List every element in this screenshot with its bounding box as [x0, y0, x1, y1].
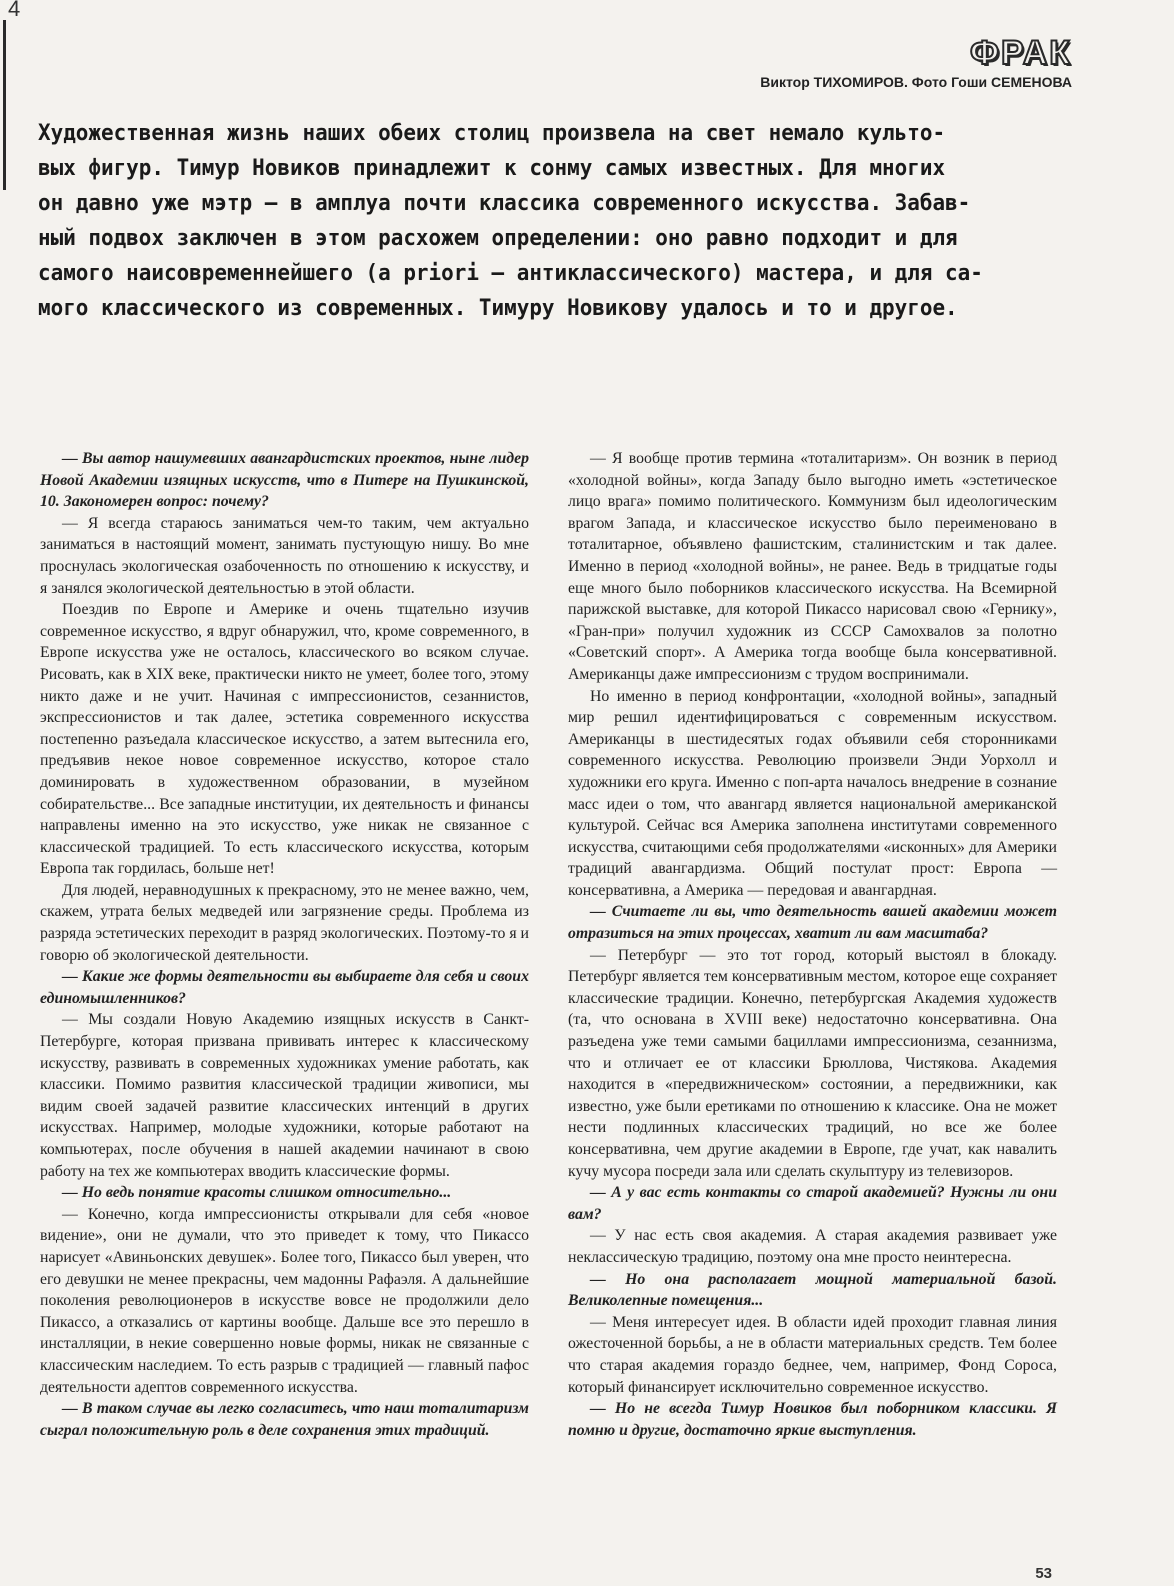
- answer-paragraph: — Петербург — это тот город, который выстоял в блокаду. Петербург является тем консервативным местом, которое еще сохраняет классические традиции. Конечно, петербургская Академия художеств (та, что основана в XVIII веке) недостаточно консервативна. Она разъедена уже теми самыми бациллами импрессионизма, сезаннизма, что и отличает ее от классики Брюллова, Чистякова. Академия находится в «передвижническом» состоянии, а передвижники, как известно, уже были еретиками по отношению к классике. Она не может нести подлинных классических традиций, но все же более консервативна, чем другие академии в Европе, где учат, как навалить кучу мусора посреди зала или сделать скульптуру из телевизоров.: [568, 946, 1057, 1180]
- byline: Виктор ТИХОМИРОВ. Фото Гоши СЕМЕНОВА: [760, 74, 1072, 90]
- answer-paragraph: — Я всегда стараюсь заниматься чем-то таким, чем актуально заниматься в настоящий момент, занимать пустующую нишу. Во мне проснулась экологическая озабоченность по отношению к искусству, и я занялся экологической деятельностью в этой области.: [40, 514, 529, 597]
- lead-line: вых фигур. Тимур Новиков принадлежит к сонму самых известных. Для многих: [38, 155, 946, 181]
- question-paragraph: — Но она располагает мощной материальной базой. Великолепные помещения...: [568, 1270, 1057, 1310]
- answer-paragraph: — Меня интересует идея. В области идей проходит главная линия ожесточенной борьбы, а не в области материальных средств. Тем более что старая академия гораздо беднее, чем, например, Фонд Сороса, который финансирует исключительно современное искусство.: [568, 1313, 1057, 1396]
- section-rubric: ФРАК: [969, 34, 1072, 72]
- lead-line: Художественная жизнь наших обеих столиц произвела на свет немало культо-: [38, 120, 946, 146]
- question-paragraph: — В таком случае вы легко согласитесь, что наш тоталитаризм сыграл положительную роль в деле сохранения этих традиций.: [40, 1400, 529, 1439]
- handwritten-page-mark: 4: [8, 0, 21, 21]
- question-paragraph: — А у вас есть контакты со старой академией? Нужны ли они вам?: [568, 1184, 1057, 1223]
- right-column: [568, 448, 1057, 1441]
- answer-paragraph: Но именно в период конфронтации, «холодной войны», западный мир решил идентифицироваться с современным искусством. Американцы в шестидесятых годах объявили себя сторонниками современного искусства. Революцию произвели Энди Уорхолл и художники его круга. Именно с поп-арта началось внедрение в сознание масс идеи о том, что авангард является национальной американской культурой. Сейчас вся Америка заполнена институтами современного искусства, считающими себя продолжателями «исконных» для Америки традиций авангардизма. Общий постулат прост: Европа — консервативна, а Америка — передовая и авангардная.: [568, 687, 1057, 899]
- answer-paragraph: — Мы создали Новую Академию изящных искусств в Санкт-Петербурге, которая призвана прививать интерес к классическому искусству, развивать в современных художниках умение работать, как классики. Помимо развития классической традиции живописи, мы видим своей задачей развитие классических интенций в других искусствах. Например, молодые художники, которые работают на компьютерах, после обучения в нашей академии начинают в свою работу на тех же компьютерах вводить классические формы.: [40, 1011, 529, 1180]
- answer-paragraph: Поездив по Европе и Америке и очень тщательно изучив современное искусство, я вдруг обнаружил, что, кроме современного, в Европе искусства уже не осталось, классического во всяком случае. Рисовать, как в XIX веке, практически никто не умеет, более того, этому никто даже и не учит. Начиная с импрессионистов, сезаннистов, экспрессионистов и так далее, эстетика современного искусства постепенно разъедала классическое искусство, а затем вытеснила его, предъявив некое новое современное искусство, которое стало доминировать в художественном образовании, в музейном собирательстве... Все западные институции, их деятельность и финансы направлены именно на это искусство, уже никак не связанное с классической традицией. То есть классического искусства, которым Европа так гордилась, больше нет!: [40, 601, 529, 878]
- answer-paragraph: Для людей, неравнодушных к прекрасному, это не менее важно, чем, скажем, утрата белых медведей или загрязнение среды. Проблема из разряда эстетических переходит в разряд экологических. Поэтому-то я и говорю об экологической деятельности.: [40, 881, 529, 964]
- answer-paragraph: — Я вообще против термина «тоталитаризм». Он возник в период «холодной войны», когда Западу было выгодно иметь «эстетическое лицо врага» помимо политического. Коммунизм был идеологическим врагом Запада, и классическое искусство было переименовано в тоталитарное, объявлено фашистским, сталинистским и так далее. Именно в период «холодной войны», не ранее. Ведь в тридцатые годы еще много было поборников классического искусства. На Всемирной парижской выставке, для которой Пикассо нарисовал свою «Гернику», «Гран-при» получил художник из СССР Самохвалов за полотно «Советский спорт». А Америка тогда вообще была консервативной. Американцы даже импрессионизм с трудом воспринимали.: [568, 450, 1057, 683]
- answer-paragraph: — Конечно, когда импрессионисты открывали для себя «новое видение», они не думали, что это приведет к тому, что Пикассо нарисует «Авиньонских девушек». Более того, Пикассо был уверен, что его девушки не менее прекрасны, чем мадонны Рафаэля. А дальнейшие поколения революционеров в искусстве вовсе не продолжили дело Пикассо, а отказались от картины вообще. Дальше все это перешло в инсталляции, в некие совершенно новые формы, никак не связанные с классическим наследием. То есть разрыв с традицией — главный пафос деятельности адептов современного искусства.: [40, 1205, 529, 1396]
- question-paragraph: — Но не всегда Тимур Новиков был поборником классики. Я помню и другие, достаточно яркие выступления.: [568, 1400, 1057, 1439]
- lead-line: самого наисовременнейшего (a priori — антиклассического) мастера, и для са-: [38, 260, 983, 286]
- question-paragraph: — Но ведь понятие красоты слишком относительно...: [62, 1184, 452, 1202]
- page-edge-line: [3, 20, 6, 190]
- question-paragraph: — Считаете ли вы, что деятельность вашей академии может отразиться на этих процессах, хватит ли вам масштаба?: [568, 903, 1057, 943]
- question-paragraph: — Какие же формы деятельности вы выбираете для себя и своих единомышленников?: [40, 968, 529, 1007]
- lead-line: ный подвох заключен в этом расхожем определении: оно равно подходит и для: [38, 225, 958, 251]
- left-column: [40, 448, 529, 1441]
- lead-line: мого классического из современных. Тимуру Новикову удалось и то и другое.: [38, 295, 958, 321]
- question-paragraph: — Вы автор нашумевших авангардистских проектов, ныне лидер Новой Академии изящных искусств, что в Питере на Пушкинской, 10. Закономерен вопрос: почему?: [40, 450, 529, 511]
- lead-line: он давно уже мэтр — в амплуа почти классика современного искусства. Забав-: [38, 190, 971, 216]
- lead-paragraph: [38, 116, 1001, 326]
- answer-paragraph: — У нас есть своя академия. А старая академия развивает уже неклассическую традицию, поэтому она мне просто неинтересна.: [568, 1227, 1057, 1266]
- page-number: 53: [1035, 1565, 1052, 1582]
